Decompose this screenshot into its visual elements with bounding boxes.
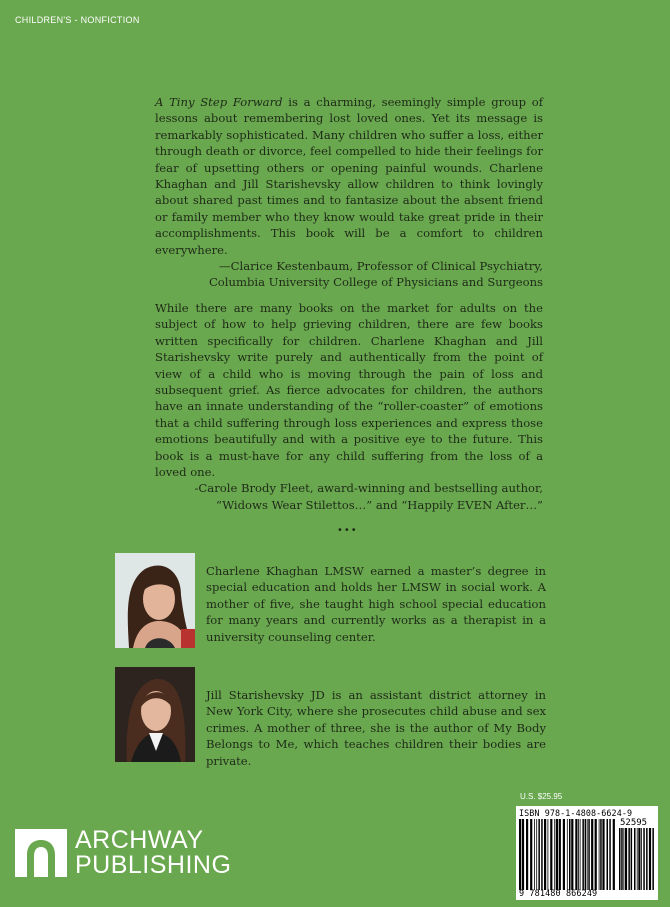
section-separator: ••• bbox=[337, 525, 358, 536]
barcode-bar bbox=[588, 819, 590, 890]
publisher-wordmark bbox=[75, 828, 231, 878]
barcode-bar bbox=[602, 819, 604, 890]
barcode-bar bbox=[578, 819, 579, 890]
review-2 bbox=[155, 300, 543, 513]
review-1-body bbox=[155, 94, 543, 258]
main-barcode-bars bbox=[519, 819, 615, 890]
barcode-bar bbox=[567, 819, 568, 890]
barcode-bar bbox=[600, 819, 602, 890]
barcode-bar bbox=[634, 828, 636, 890]
author-bio-jill: Jill Starishevsky JD is an assistant district attorney in New York City, where she prosecutes child abuse and sex crimes. A mother of three, she is the author of My Body Belongs to Me, which teaches children their bodies are private. bbox=[206, 688, 546, 768]
barcode-bar bbox=[585, 819, 587, 890]
review-1-text: is a charming, seemingly simple group of lessons about remembering lost loved ones. Yet its message is remarkably sophisticated. Many children who suffer a loss, either through death or divorce, feel compelled to hide their feelings for fear of upsetting others or opening painful wounds. Charlene Khaghan and Jill Starishevsky allow children to think lovingly about shared past times and to fantasize about the absent friend or family member who they know would take great pride in their accomplishments. This book will be a comfort to children everywhere. bbox=[155, 95, 543, 257]
author-photo-jill bbox=[115, 667, 195, 762]
barcode-bar bbox=[643, 828, 645, 890]
barcode-bar bbox=[536, 819, 537, 890]
barcode-bar bbox=[623, 828, 624, 890]
barcode-bar bbox=[637, 828, 638, 890]
barcode-bar bbox=[571, 819, 573, 890]
barcode-bar bbox=[607, 819, 609, 890]
publisher-name-line1: ARCHWAY bbox=[75, 826, 204, 854]
archway-arch-icon bbox=[15, 829, 67, 877]
barcode-bar bbox=[621, 828, 623, 890]
review-1-attribution-line1: —Clarice Kestenbaum, Professor of Clinical Psychiatry, bbox=[219, 259, 543, 274]
review-2-text: While there are many books on the market for adults on the subject of how to help grieving children, there are few books written specifically for children. Charlene Khaghan and Jill Starishevsky write purely and authentically from the point of view of a child who is moving through the pain of loss and subsequent grief. As fierce advocates for children, the authors have an innate understanding of the “roller-coaster” of emotions that a child suffering through loss experiences and express those emotions beautifully and with a positive eye to the future. This book is a must-have for any child suffering from the loss of a loved one. bbox=[155, 301, 543, 480]
barcode-bar bbox=[580, 819, 581, 890]
barcode-bar bbox=[582, 819, 584, 890]
portrait-2-graphic bbox=[115, 667, 195, 762]
barcode-bar bbox=[550, 819, 552, 890]
barcode-bar bbox=[559, 819, 561, 890]
review-2-attribution-line2: “Widows Wear Stilettos…” and “Happily EVEN After…” bbox=[215, 497, 543, 512]
barcode-bar bbox=[530, 819, 532, 890]
addon-barcode-bars bbox=[619, 828, 655, 890]
barcode-bar bbox=[569, 819, 571, 890]
isbn-barcode bbox=[516, 806, 658, 900]
barcode-bar bbox=[631, 828, 633, 890]
barcode-bar bbox=[613, 819, 615, 890]
barcode-bar bbox=[534, 819, 535, 890]
author-bio-charlene: Charlene Khaghan LMSW earned a master’s degree in special education and holds her LMSW in social work. A mother of five, she taught high school special education for many years and currently works as a therapist in a university counseling center. bbox=[206, 564, 546, 644]
barcode-bar bbox=[609, 819, 611, 890]
barcode-bar bbox=[519, 819, 521, 890]
barcode-bar bbox=[625, 828, 627, 890]
barcode-bar bbox=[541, 819, 543, 890]
portrait-1-graphic bbox=[115, 553, 195, 648]
barcode-bar bbox=[646, 828, 648, 890]
publisher-logo bbox=[15, 828, 231, 878]
barcode-bar bbox=[556, 819, 558, 890]
barcode-bar bbox=[548, 819, 549, 890]
isbn-text: ISBN 978-1-4808-6624-9 bbox=[519, 808, 633, 818]
barcode-bar bbox=[595, 819, 597, 890]
barcode-bar bbox=[591, 819, 593, 890]
review-2-attribution-line1: -Carole Brody Fleet, award-winning and bestselling author, bbox=[194, 481, 543, 496]
barcode-bar bbox=[587, 819, 588, 890]
barcode-bar bbox=[563, 819, 565, 890]
barcode-bar bbox=[526, 819, 528, 890]
barcode-bar bbox=[641, 828, 642, 890]
category-label: CHILDREN'S - NONFICTION bbox=[15, 15, 140, 25]
barcode-bar bbox=[575, 819, 577, 890]
review-1 bbox=[155, 94, 543, 291]
barcode-bar bbox=[628, 828, 630, 890]
barcode-bar bbox=[652, 828, 654, 890]
price-label: U.S. $25.95 bbox=[520, 792, 563, 801]
barcode-bar bbox=[599, 819, 600, 890]
publisher-name-line2: PUBLISHING bbox=[75, 851, 232, 879]
barcode-bar bbox=[522, 819, 524, 890]
barcode-bar bbox=[544, 819, 546, 890]
author-photo-charlene bbox=[115, 553, 195, 648]
price-code-number: 52595 bbox=[620, 818, 648, 828]
barcode-number: 9 781480 866249 bbox=[519, 889, 598, 899]
book-title: A Tiny Step Forward bbox=[155, 95, 283, 109]
barcode-bar bbox=[538, 819, 540, 890]
barcode-bar bbox=[638, 828, 640, 890]
barcode-bar bbox=[619, 828, 621, 890]
barcode-bar bbox=[554, 819, 555, 890]
barcode-bar bbox=[649, 828, 651, 890]
review-1-attribution-line2: Columbia University College of Physicians and Surgeons bbox=[208, 275, 543, 290]
